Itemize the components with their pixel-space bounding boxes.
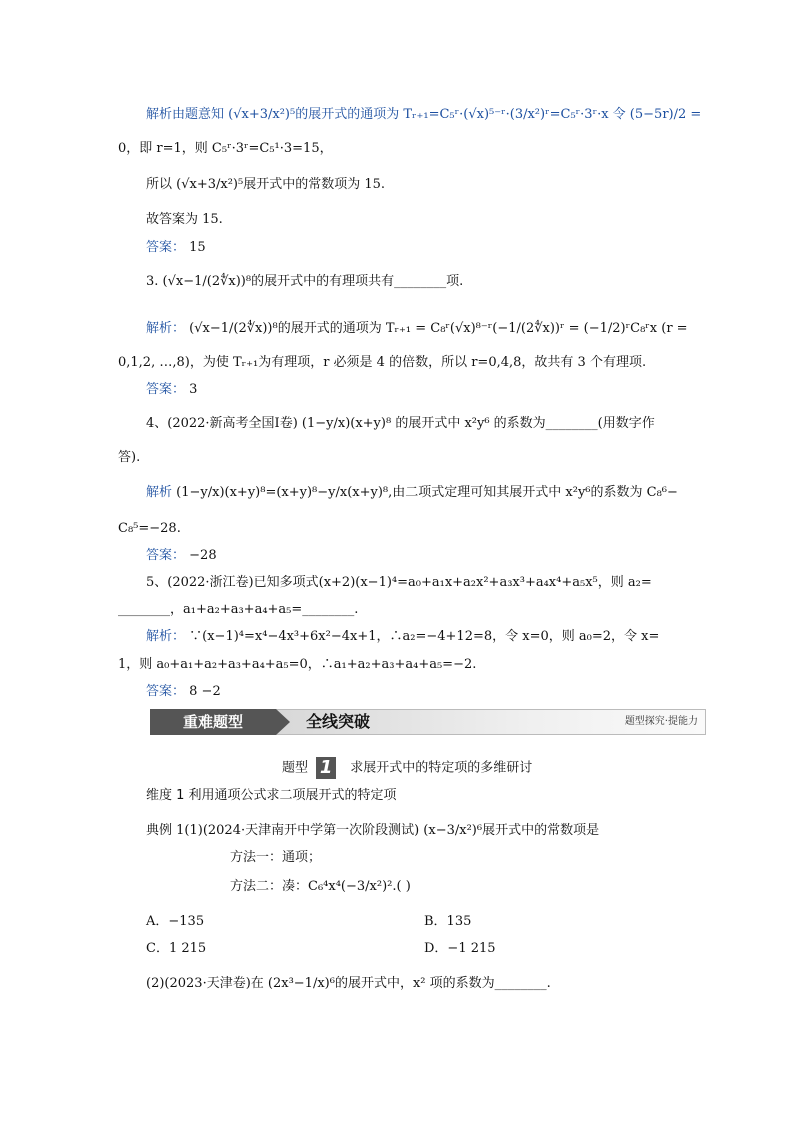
solution-line: 故答案为 15. (146, 212, 223, 227)
answer-line (146, 381, 197, 399)
option-a: A．−135 (146, 914, 205, 929)
solution-text: (1−y/x)(x+y)⁸=(x+y)⁸−y/x(x+y)⁸,由二项式定理可知其展开式中 x²y⁶的系数为 C₈⁶− (176, 485, 678, 500)
option-d: D．−1 215 (424, 941, 496, 956)
topic-prefix: 题型 (282, 760, 309, 776)
solution-line: 1，则 a₀+a₁+a₂+a₃+a₄+a₅=0，∴a₁+a₂+a₃+a₄+a₅=−2. (118, 657, 477, 672)
option-c: C．1 215 (146, 941, 207, 956)
topic-title: 求展开式中的特定项的多维研讨 (350, 760, 533, 776)
answer-label: 答案： (146, 684, 186, 699)
solution-text: ∵(x−1)⁴=x⁴−4x³+6x²−4x+1，∴a₂=−4+12=8，令 x=0，则 a₀=2，令 x= (189, 629, 660, 644)
section-banner (150, 709, 706, 735)
solution-label: 解析 (146, 485, 173, 500)
answer-value: 15 (189, 240, 206, 255)
question-line: 5、(2022·浙江卷)已知多项式(x+2)(x−1)⁴=a₀+a₁x+a₂x²+a₃x³+a₄x⁴+a₅x⁵，则 a₂= (146, 575, 652, 590)
answer-label: 答案： (146, 548, 186, 563)
answer-line (146, 239, 206, 257)
question-line: 4、(2022·新高考全国Ⅰ卷) (1−y/x)(x+y)⁸ 的展开式中 x²y⁶ 的系数为________(用数字作 (146, 416, 655, 431)
solution-line: 0，即 r=1，则 C₅ʳ·3ʳ=C₅¹·3=15， (118, 141, 333, 156)
answer-value: 3 (189, 382, 198, 397)
solution-line (146, 628, 659, 646)
answer-value: −28 (189, 548, 217, 563)
solution-line: 所以 (√x+3/x²)⁵展开式中的常数项为 15. (146, 177, 385, 192)
example-title: 典例 1(1)(2024·天津南开中学第一次阶段测试) (x−3/x²)⁶展开式中的常数项是 (146, 823, 600, 838)
banner-title: 全线突破 (306, 712, 371, 731)
solution-line: 解析由题意知 (√x+3/x²)⁵的展开式的通项为 Tᵣ₊₁=C₅ʳ·(√x)⁵⁻ʳ·(3/x²)ʳ=C₅ʳ·3ʳ·x 令 (5−5r)/2 = (146, 107, 702, 122)
solution-line: 0,1,2, …,8)，为使 Tᵣ₊₁为有理项，r 必须是 4 的倍数，所以 r=0,4,8，故共有 3 个有理项. (118, 355, 647, 370)
banner-tag: 重难题型 (150, 709, 276, 735)
solution-label: 解析： (146, 629, 186, 644)
answer-label: 答案： (146, 240, 186, 255)
solution-line (146, 484, 678, 502)
method-two: 方法二：凑：C₆⁴x⁴(−3/x²)².( ) (230, 879, 411, 894)
solution-text: (√x−1/(2∜x))⁸的展开式的通项为 Tᵣ₊₁ = C₈ʳ(√x)⁸⁻ʳ(−1/(2∜x))ʳ = (−1/2)ʳC₈ʳx (r = (189, 321, 688, 336)
question-line: 3. (√x−1/(2∜x))⁸的展开式中的有理项共有________项. (146, 274, 464, 289)
example-part-two: (2)(2023·天津卷)在 (2x³−1/x)⁶的展开式中，x² 项的系数为________. (146, 976, 551, 991)
answer-line (146, 683, 221, 701)
solution-line (146, 320, 688, 338)
dimension-heading: 维度 1 利用通项公式求二项展开式的特定项 (146, 788, 397, 803)
option-b: B．135 (424, 914, 472, 929)
question-line: ________，a₁+a₂+a₃+a₄+a₅=________. (118, 602, 359, 617)
method-one: 方法一：通项； (230, 850, 322, 865)
solution-label: 解析： (146, 321, 186, 336)
banner-arrow-icon (276, 709, 290, 735)
answer-value: 8 −2 (189, 684, 221, 699)
banner-subtitle: 题型探究·提能力 (624, 716, 698, 727)
answer-line (146, 547, 217, 565)
answer-label: 答案： (146, 382, 186, 397)
solution-line: C₈⁵=−28. (118, 521, 181, 536)
topic-heading (282, 757, 532, 779)
topic-number-badge: 1 (316, 757, 336, 779)
question-line: 答). (118, 450, 141, 465)
